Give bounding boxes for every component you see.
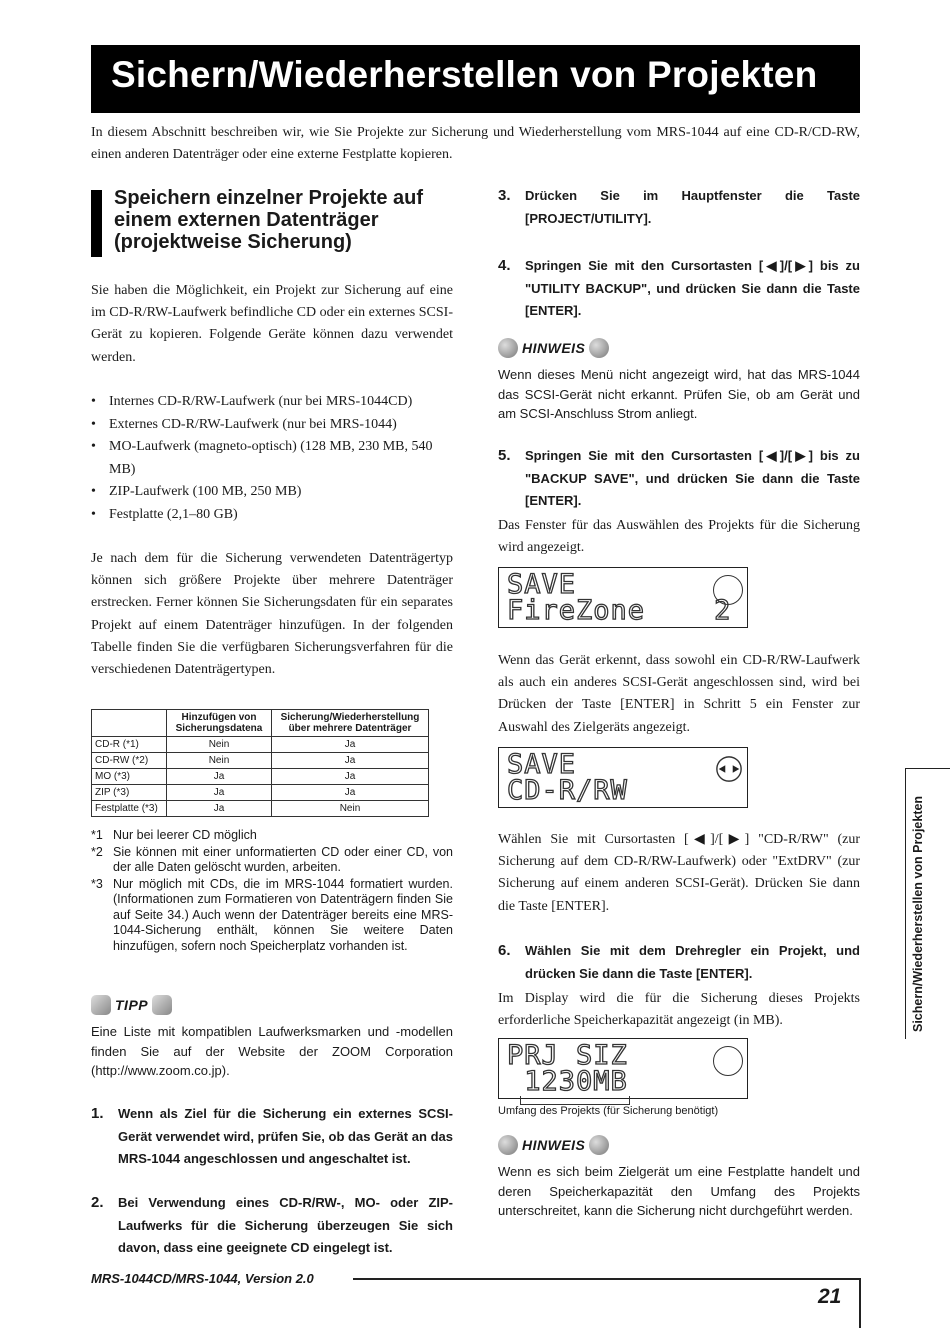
step-text: Springen Sie mit den Cursortasten [◀]/[▶] bis zu "UTILITY BACKUP", und drücken Sie dann die Taste [ENTER]. [525,258,860,318]
step-3 [498,185,860,230]
page-title: Sichern/Wiederherstellen von Projekten [111,54,818,95]
size-bracket [520,1096,630,1105]
step-text: Wenn als Ziel für die Sicherung ein externes SCSI-Gerät verwendet wird, prüfen Sie, ob das Gerät an das MRS-1044 angeschlossen und angeschaltet ist. [118,1106,453,1166]
step-number: 6. [498,942,511,959]
table-row [92,785,429,801]
list-item: • MO-Laufwerk (magneto-optisch) (128 MB, 230 MB, 540 MB) [91,436,453,481]
side-tab-label: Sichern/Wiederherstellen von Projekten [911,795,925,1032]
lcd-display-save-target [498,747,748,808]
footnote [91,877,453,955]
section-paragraph-2: Je nach dem für die Sicherung verwendeten Datenträgertyp können sich größere Projekte über mehrere Datenträger erstrecken. Ferner können Sie Sicherungsdaten für ein separates Projekt auf einem Datenträger hinzufügen. In der folgenden Tabelle finden Sie die verfügbaren Sicherungsverfahren für die verschiedenen Datenträgertypen. [91,551,453,678]
footnote [91,845,453,876]
table-cell: Ja [272,737,429,753]
step-number: 1. [91,1105,104,1122]
step-number: 5. [498,447,511,464]
paragraph: Im Display wird die für die Sicherung dieses Projekts erforderliche Speicherkapazität angezeigt (in MB). [498,991,860,1029]
step-number: 3. [498,187,511,204]
paragraph: Wenn das Gerät erkennt, dass sowohl ein CD-R/RW-Laufwerk als auch ein anderes SCSI-Gerät angeschlossen sind, wird bei Drücken der Taste [ENTER] in Schritt 5 ein Fenster zur Auswahl des Zielgeräts angezeigt. [498,653,860,735]
footnote-key: *1 [91,828,103,842]
tip-right-icon [152,995,172,1015]
table-cell: Ja [272,769,429,785]
lcd-line-2: 1230MB [507,1066,628,1097]
list-item: • ZIP-Laufwerk (100 MB, 250 MB) [91,481,453,504]
page-number: 21 [818,1285,842,1308]
cursor-keys-icon [715,755,743,783]
note-badge [498,1134,609,1156]
section-marker [91,190,102,257]
section-paragraph-1: Sie haben die Möglichkeit, ein Projekt zur Sicherung auf eine im CD-R/RW-Laufwerk befindliche CD oder ein externes SCSI-Gerät zu kopieren. Folgende Geräte können dazu verwendet werden. [91,283,453,365]
note-text: Wenn es sich beim Zielgerät um eine Festplatte handelt und deren Speicherkapazität den Umfang des Projekts unterschreitet, kann die Sicherung nicht durchgeführt werden. [498,1164,860,1218]
footnote-text: Nur bei leerer CD möglich [113,828,257,842]
table-row [92,737,429,753]
footnote-text: Sie können mit einer unformatierten CD oder einer CD, von der alle Daten gelöscht wurden, arbeiten. [113,844,453,874]
table-cell: CD-R (*1) [92,737,167,753]
step-1 [91,1103,453,1171]
table-cell: MO (*3) [92,769,167,785]
table-row [92,753,429,769]
tip-text: Eine Liste mit kompatiblen Laufwerksmarken und -modellen finden Sie auf der Website der ZOOM Corporation (http://www.zoom.co.jp). [91,1024,453,1078]
table-header [92,710,167,737]
table-header-row [92,710,429,737]
step-text: Bei Verwendung eines CD-R/RW-, MO- oder ZIP-Laufwerks für die Sicherung überzeugen Sie sich davon, dass eine geeignete CD eingelegt ist. [118,1195,453,1255]
tip-badge [91,994,172,1016]
step-number: 2. [91,1194,104,1211]
footer-divider-vertical [859,1278,861,1328]
section-title: Speichern einzelner Projekte auf einem externen Datenträger (projektweise Sicherung) [114,187,423,253]
footer-divider [353,1278,860,1280]
table-cell: Ja [167,769,272,785]
lcd-caption: Umfang des Projekts (für Sicherung benötigt) [498,1105,719,1117]
lcd-line-2: FireZone 2 [507,595,732,626]
step-text: Drücken Sie im Hauptfenster die Taste [PROJECT/UTILITY]. [525,188,860,226]
table-cell: Ja [167,785,272,801]
step-5 [498,445,860,513]
tip-label: TIPP [115,997,149,1013]
table-cell: Nein [167,753,272,769]
footnote-key: *2 [91,844,103,859]
footnote-text: Nur möglich mit CDs, die im MRS-1044 formatiert wurden. (Informationen zum Formatieren von Datenträgern finden Sie auf Seite 34.) Auch wenn der Datenträger bereits eine MRS-1044-Sicherung enthält, können Sie weitere Daten hinzufügen, sofern noch Speicherplatz vorhanden ist. [113,876,453,953]
note-right-icon [589,1135,609,1155]
paragraph: Das Fenster für das Auswählen des Projekts für die Sicherung wird angezeigt. [498,518,860,556]
step-6 [498,940,860,985]
note-left-icon [498,1135,518,1155]
paragraph: Wählen Sie mit Cursortasten [◀]/[▶] "CD-R/RW" (zur Sicherung auf dem CD-R/RW-Laufwerk) oder "ExtDRV" (zur Sicherung auf einem anderen SCSI-Gerät). Drücken Sie dann die Taste [ENTER]. [498,832,860,914]
table-row [92,801,429,817]
note-right-icon [589,338,609,358]
table-cell: Festplatte (*3) [92,801,167,817]
table-cell: Ja [272,753,429,769]
lcd-line-2: CD-R/RW [507,775,628,806]
footnotes [91,828,453,955]
note-label: HINWEIS [522,1137,586,1153]
table-cell: CD-RW (*2) [92,753,167,769]
footnote-key: *3 [91,876,103,891]
footer-text: MRS-1044CD/MRS-1044, Version 2.0 [91,1271,314,1286]
table-header: Sicherung/Wiederherstellung über mehrere Datenträger [272,710,429,737]
dial-icon [713,575,743,605]
note-text: Wenn dieses Menü nicht angezeigt wird, hat das MRS-1044 das SCSI-Gerät nicht erkannt. Prüfen Sie, ob am Gerät und am SCSI-Anschluss Strom anliegt. [498,367,860,421]
note-badge [498,337,609,359]
intro-paragraph: In diesem Abschnitt beschreiben wir, wie Sie Projekte zur Sicherung und Wiederherstellung vom MRS-1044 auf eine CD-R/CD-RW, einen anderen Datenträger oder eine externe Festplatte kopieren. [91,125,860,162]
table-cell: Nein [272,801,429,817]
lcd-line-1: SAVE [507,749,577,780]
step-4 [498,255,860,323]
note-left-icon [498,338,518,358]
lcd-display-project-size [498,1038,748,1099]
table-header: Hinzufügen von Sicherungsdatena [167,710,272,737]
step-2 [91,1192,453,1260]
lcd-line-1: SAVE [507,569,577,600]
footnote [91,828,453,844]
table-row [92,769,429,785]
device-list [91,391,453,526]
list-item: • Festplatte (2,1–80 GB) [91,504,453,527]
step-text: Springen Sie mit den Cursortasten [◀]/[▶] bis zu "BACKUP SAVE", und drücken Sie dann die Taste [ENTER]. [525,448,860,508]
tip-left-icon [91,995,111,1015]
lcd-line-1: PRJ SIZ [507,1040,628,1071]
table-cell: Ja [272,785,429,801]
table-cell: ZIP (*3) [92,785,167,801]
list-item: • Internes CD-R/RW-Laufwerk (nur bei MRS-1044CD) [91,391,453,414]
step-text: Wählen Sie mit dem Drehregler ein Projekt, und drücken Sie dann die Taste [ENTER]. [525,943,860,981]
lcd-display-save-project [498,567,748,628]
dial-icon [713,1046,743,1076]
table-cell: Ja [167,801,272,817]
list-item: • Externes CD-R/RW-Laufwerk (nur bei MRS-1044) [91,414,453,437]
note-label: HINWEIS [522,340,586,356]
step-number: 4. [498,257,511,274]
backup-methods-table [91,709,429,817]
table-cell: Nein [167,737,272,753]
